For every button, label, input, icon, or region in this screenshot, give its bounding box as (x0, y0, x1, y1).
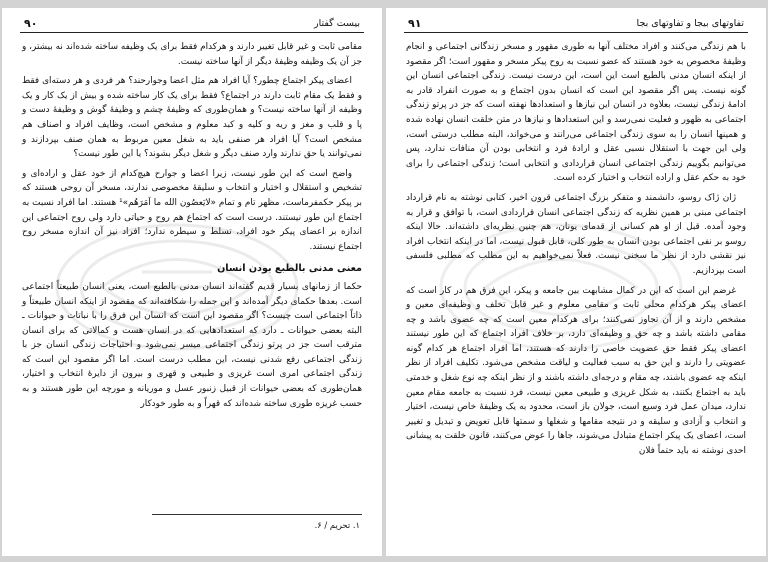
section-title: معنی مدنی بالطبع بودن انسان (217, 263, 362, 275)
left-page-number: ۹۰ (24, 17, 38, 30)
right-paragraph-1: با هم زندگی می‌کنند و افراد مختلف آنها به طوری مقهور و مسخر زندگانی اجتماعی و انجام وظیفهٔ مخصوص به خود هستند که عضو نسبت به روح پیکر مسخر و مقهور است؛ اگر مقصود از اینکه انسان مدنی بالطبع است این است، این درست نیست. زندگی اجتماعی انسان این گونه نیست. پس اگر مقصود این است که انسان بدون اجتماع و به صورت انفراد قادر به ادامهٔ زندگی نیست، بعلاوه در انسان این نیازها و استعدادها نهفته است که جز در پرتو زندگی اجتماعی به ظهور و فعلیت نمی‌رسد و این استعدادها و نیازها در متن خلقت انسان نهاده شده و همینها انسان را به سوی زندگی اجتماعی می‌رانند و می‌خواند، البته مطلب درستی است، ولی این جهت با استقلال نسبی عقل و ارادهٔ فرد و انتخابی بودن آن منافات ندارد، پس می‌توانیم بگوییم زندگی اجتماعی انسان قراردادی و انتخابی است؛ زندگی اجتماعی را برای خود به حکم عقل و اراده انتخاب و اختیار کرده است. (406, 42, 746, 184)
left-paragraph-3: واضح است که این طور نیست، زیرا اعضا و جوارح هیچ‌کدام از خود عقل و اراده‌ای و تشخیص و استقلال و اختیار و انتخاب و سلیقهٔ مخصوصی ندارند، مسخر آن روحی هستند که بر پیکر حکمفرماست، مظهر تام و تمام «لایَعصُون الله ما اَمَرَهُم»¹ هستند. اما افراد نسبت به اجتماع این طور نیستند. درست است که اجتماع هم روح و حیاتی دارد ولی روح اجتماعی این اندازه بر اعضای پیکر خود افراد، تسلط و سیطره ندارد؛ افراد نیز آن اندازه مسخر روح اجتماع نیستند. (22, 168, 362, 252)
right-page (386, 8, 766, 556)
left-paragraph-1: مقامی ثابت و غیر قابل تغییر دارند و هرکدام فقط برای یک وظیفه ساخته شده‌اند نه بیشتر، و جز آن یک وظیفه وظیفهٔ دیگر از آنها ساخته نیست. (22, 42, 362, 67)
left-paragraph-4: حکما از زمانهای بسیار قدیم گفته‌اند انسان مدنی بالطبع است، یعنی انسان طبیعتاً اجتماعی است. بعدها حکمای دیگر آمده‌اند و این جمله را شکافته‌اند که مقصود از اینکه انسان طبیعتاً و ذاتاً اجتماعی است چیست؟ اگر مقصود این است که انسان این فرق را با نباتات و حیوانات ـ البته بعضی حیوانات ـ دارد که استعدادهایی که در انسان هست و کمالاتی که برای انسان مترقب است جز در پرتو زندگی اجتماعی میسر نمی‌شود و احتیاجات زندگی انسان جز با زندگی اجتماعی رفع شدنی نیست، این مطلب درست است. اما اگر مقصود این است که زندگی اجتماعی امری است غریزی و طبیعی و قهری و بیرون از دایرهٔ انتخاب و اختیار، همان‌طوری که بعضی حیوانات از قبیل زنبور عسل و موریانه و مورچه این طور هستند و به حسب غریزه طوری ساخته شده‌اند که قهراً و به طور خودکار (22, 281, 362, 409)
left-page (2, 8, 382, 556)
right-page-header (404, 16, 748, 33)
footnote-divider (152, 514, 362, 515)
left-page-header (20, 16, 364, 33)
right-page-number: ۹۱ (408, 17, 422, 30)
right-paragraph-2: ژان ژاک روسو، دانشمند و متفکر بزرگ اجتماعی قرون اخیر، کتابی نوشته به نام قرارداد اجتماعی مبنی بر همین نظریه که زندگی اجتماعی انسان قراردادی است، با توافق و قرار به وجود آمده. قبل از او هم کسانی از قدمای یونان، هم چنین نظریه‌ای داشته‌اند. حالا اینکه روسو بر نفی اجتماعی بودن انسان به طور کلی، قابل قبول نیست، اما در اینکه انتخاب افراد نیز نقشی دارد از نظر ما سخنی نیست. فعلاً نمی‌خواهیم به این مطلب که مطلبی فلسفی است بپردازیم. (406, 192, 746, 276)
right-paragraph-3: غرضم این است که این در کمال مشابهت بین جامعه و پیکر، این فرق هم در کار است که اعضای پیکر هرکدام محلی ثابت و مقامی معلوم و غیر قابل تخلف و وظیفه‌ای معین و مشخص دارند و از آن تجاوز نمی‌کنند؛ برای هرکدام معین است که چه عضوی باشد و چه مقامی داشته باشد و چه حق و وظیفه‌ای دارد، بر خلاف افراد اجتماع که این طور نیستند اعضای پیکر فقط حق عضویت خاصی را دارند که هستند، اما افراد اجتماع هر کدام گونه عضویتی را دارند و این حق به سبب فعالیت و لیاقت مشخص می‌شود. تکلیف افراد از نظر اینکه چه عضوی باشند، چه مقام و درجه‌ای داشته باشند و از نظر اینکه چه نوع شغل و خدمتی باید به اجتماع بکنند، به شکل غریزی و طبیعی معین نیست، فرد نسبت به جامعه مقام معین ندارد، میدان عمل فرد وسیع است، جولان باز است، محدود به یک وظیفهٔ خاص نیست، اختیار و انتخاب و آزادی و سلیقه و در نتیجه مقامها و شغلها و سمتها قابل تعویض و تبدیل و تغییر است، اعضای یک پیکر اجتماع متبادل می‌شوند، جاها را عوض می‌کنند، قانون خلقت به پیشانی احدی نوشته نه باید حتماً فلان (406, 285, 746, 457)
left-page-body (22, 40, 362, 416)
right-running-title: تفاوتهای بیجا و تفاوتهای بجا (636, 18, 744, 29)
right-page-body (406, 40, 746, 464)
footnote: ۱. تحریم / ۶. (314, 520, 360, 530)
left-running-title: بیست گفتار (313, 18, 360, 29)
left-paragraph-2: اعضای پیکر اجتماع چطور؟ آیا افراد هم مثل اعضا وجوارحند؟ هر فردی و هر دسته‌ای فقط و فقط یک مقام ثابت دارند در اجتماع؟ فقط برای یک کار ساخته شده و بیش از یک کار و یک وظیفه از آنها ساخته نیست؟ و همان‌طوری که وظیفهٔ چشم و وظیفهٔ گوش و وظیفهٔ دست و پا و قلب و مغز و ریه و کلیه و کبد معلوم و مشخص است، وظایف افراد و اصناف هم مشخص است؟ آیا افراد هر صنفی باید به شغل معین مربوط به همان صنف بپردازند و نمی‌توانند یا حق ندارند وارد صنف دیگر و شغل دیگر بشوند؟ یا این طور نیست؟ (22, 76, 362, 160)
